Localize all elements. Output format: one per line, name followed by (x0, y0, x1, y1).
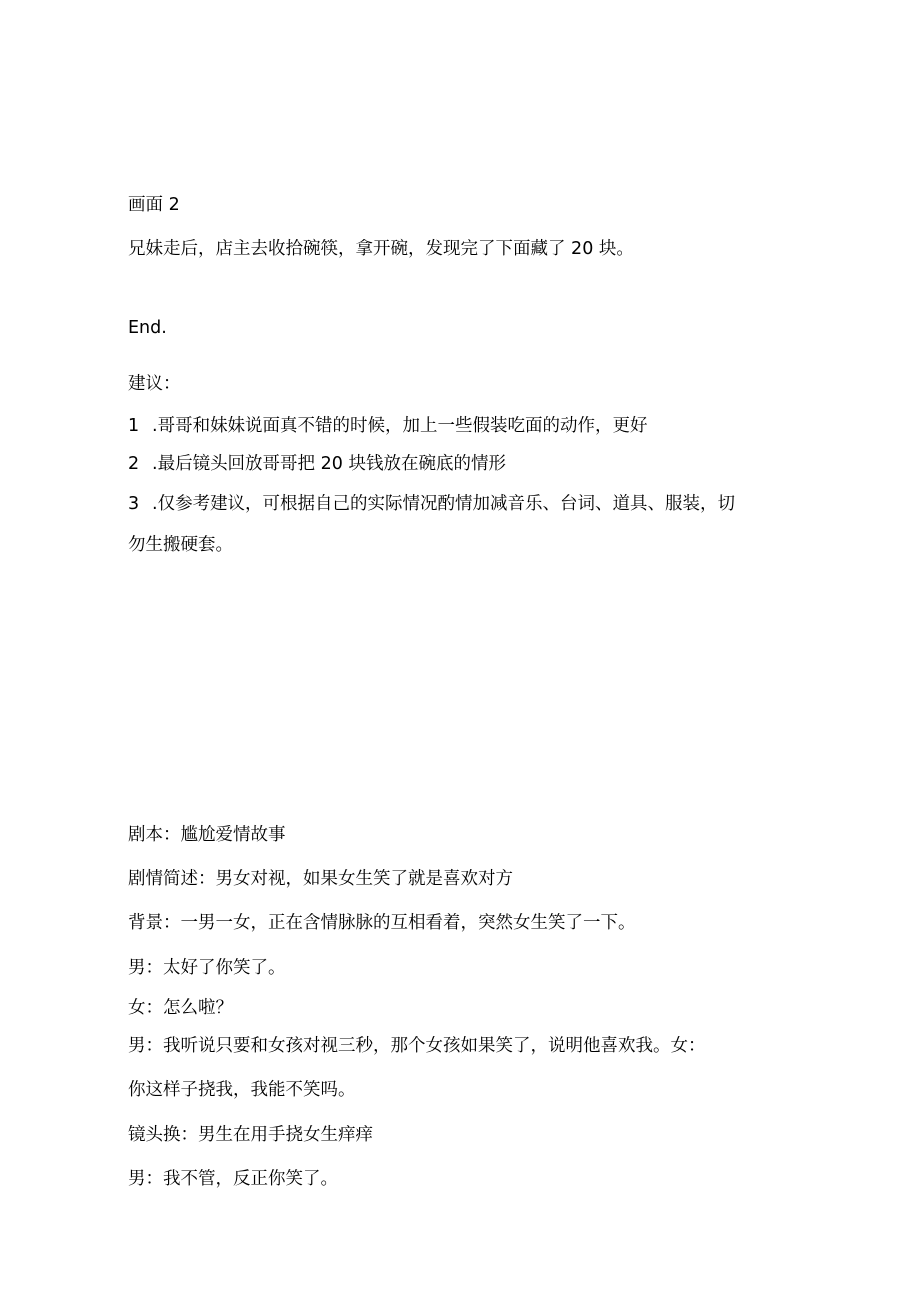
dialogue-line: 镜头换：男生在用手挠女生痒痒 (128, 1125, 373, 1145)
advice-item-1 (128, 414, 648, 438)
script-title: 剧本：尴尬爱情故事 (128, 825, 286, 845)
scene-background: 背景：一男一女，正在含情脉脉的互相看着，突然女生笑了一下。 (128, 913, 636, 933)
advice-title: 建议： (128, 374, 181, 394)
dialogue-line: 你这样子挠我，我能不笑吗。 (128, 1080, 356, 1100)
advice-text: .仅参考建议，可根据自己的实际情况酌情加减音乐、台词、道具、服装，切 (152, 494, 736, 514)
dialogue-line: 女：怎么啦？ (128, 998, 233, 1018)
advice-text: .哥哥和妹妹说面真不错的时候，加上一些假装吃面的动作，更好 (152, 416, 648, 436)
end-marker: End. (128, 318, 167, 338)
advice-text: .最后镜头回放哥哥把 20 块钱放在碗底的情形 (152, 454, 506, 474)
advice-continuation: 勿生搬硬套。 (128, 535, 233, 555)
advice-number: 2 (128, 454, 140, 474)
dialogue-line: 男：我听说只要和女孩对视三秒，那个女孩如果笑了，说明他喜欢我。女： (128, 1036, 706, 1056)
dialogue-line: 男：我不管，反正你笑了。 (128, 1169, 338, 1189)
scene-text: 兄妹走后，店主去收拾碗筷，拿开碗，发现完了下面藏了 20 块。 (128, 239, 634, 259)
advice-number: 3 (128, 494, 140, 514)
advice-item-2 (128, 452, 506, 476)
scene-title: 画面 2 (128, 195, 180, 215)
advice-item-3 (128, 492, 735, 516)
advice-number: 1 (128, 416, 140, 436)
dialogue-line: 男：太好了你笑了。 (128, 958, 286, 978)
plot-summary: 剧情简述：男女对视，如果女生笑了就是喜欢对方 (128, 869, 513, 889)
